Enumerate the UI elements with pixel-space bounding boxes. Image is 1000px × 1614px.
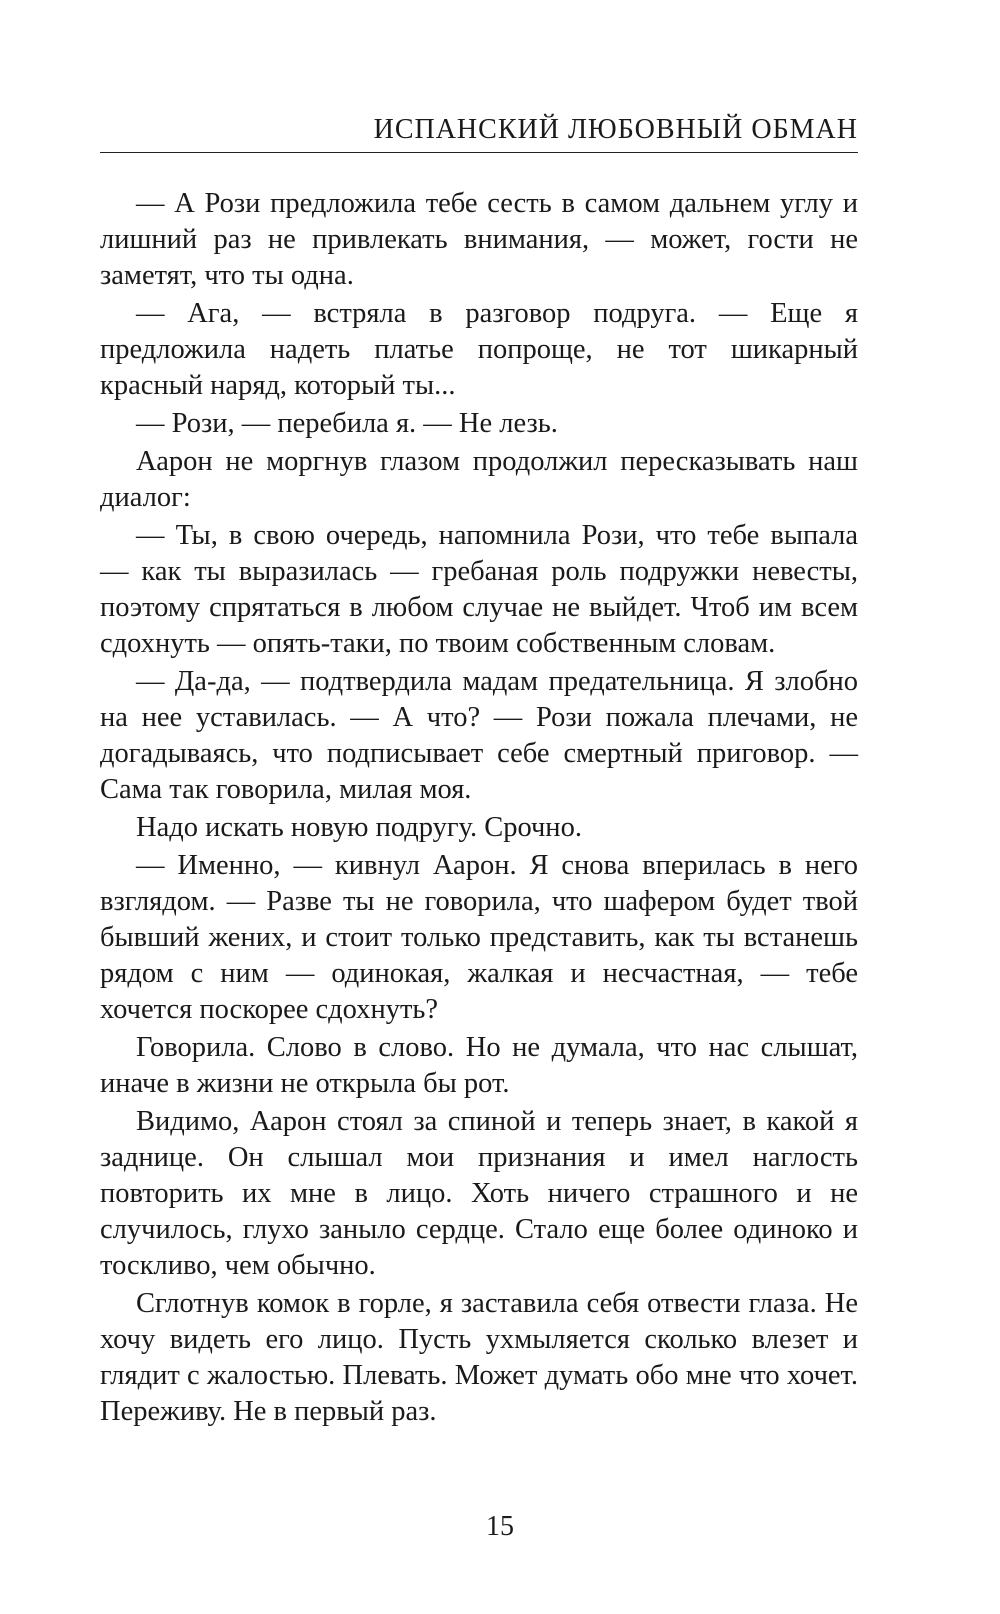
page-number: 15: [486, 1511, 514, 1542]
paragraph: Говорила. Слово в слово. Но не думала, что нас слышат, иначе в жизни не открыла бы рот.: [100, 1032, 858, 1099]
body-text: [100, 186, 858, 1432]
paragraph: Надо искать новую подругу. Срочно.: [136, 812, 582, 843]
paragraph: Сглотнув комок в горле, я заставила себя отвести глаза. Не хочу видеть его лицо. Пусть ухмыляется сколько влезет и глядит с жалостью. Плевать. Может думать обо мне что хочет. Переживу. Не в первый раз.: [100, 1288, 858, 1427]
paragraph: — Да-да, — подтвердила мадам предательница. Я злобно на нее уставилась. — А что? — Рози пожала плечами, не догадываясь, что подписывает себе смертный приговор. — Сама так говорила, милая моя.: [100, 666, 858, 805]
paragraph: — Рози, — перебила я. — Не лезь.: [136, 408, 558, 439]
paragraph: — А Рози предложила тебе сесть в самом дальнем углу и лишний раз не привлекать внимания, — может, гости не заметят, что ты одна.: [100, 188, 858, 291]
paragraph: — Именно, — кивнул Аарон. Я снова вперилась в него взглядом. — Разве ты не говорила, что шафером будет твой бывший жених, и стоит только представить, как ты встанешь рядом с ним — одинокая, жалкая и несчастная, — тебе хочется поскорее сдохнуть?: [100, 850, 858, 1025]
paragraph: Видимо, Аарон стоял за спиной и теперь знает, в какой я заднице. Он слышал мои признания и имел наглость повторить их мне в лицо. Хоть ничего страшного и не случилось, глухо заныло сердце. Стало еще более одиноко и тоскливо, чем обычно.: [100, 1106, 858, 1281]
running-head: ИСПАНСКИЙ ЛЮБОВНЫЙ ОБМАН: [100, 112, 858, 153]
paragraph: — Ага, — встряла в разговор подруга. — Еще я предложила надеть платье попроще, не тот шикарный красный наряд, который ты...: [100, 298, 858, 401]
paragraph: Аарон не моргнув глазом продолжил пересказывать наш диалог:: [100, 446, 858, 513]
paragraph: — Ты, в свою очередь, напомнила Рози, что тебе выпала — как ты выразилась — гребаная роль подружки невесты, поэтому спрятаться в любом случае не выйдет. Чтоб им всем сдохнуть — опять-таки, по твоим собственным словам.: [100, 520, 858, 659]
